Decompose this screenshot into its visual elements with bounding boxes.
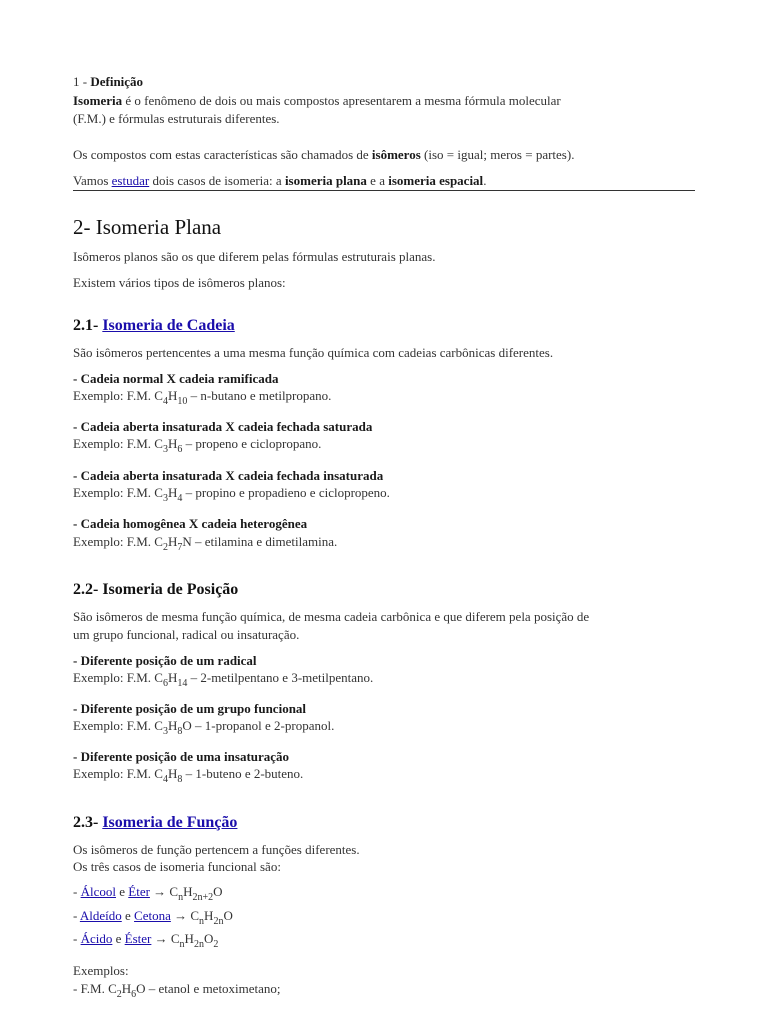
section-2-3-p2: Os três casos de isomeria funcional são: [73,859,281,874]
formula-sub: 10 [177,396,188,407]
formula-sub: 2 [116,989,122,1000]
formula-h: H [167,388,178,403]
conjunction: e [115,884,129,899]
formula-sub: 2n [193,939,204,950]
cases-text-f: . [483,173,487,188]
section-2-3-title [73,813,237,833]
section-2-2-p1b: um grupo funcional, radical ou insaturação. [73,627,300,642]
formula-sub: 2 [213,939,219,950]
formula-h: H [167,436,178,451]
example-tail: – propeno e ciclopropano. [182,436,322,451]
formula-h: H [204,908,214,923]
definition-heading [73,73,143,90]
cadeia-item-1-heading: - Cadeia normal X cadeia ramificada [73,371,279,386]
formula-h: H [184,931,194,946]
examples-label: Exemplos: [73,963,129,978]
posicao-item-3-example [73,765,304,785]
formula-sub: 6 [177,444,183,455]
example-tail: – 1-buteno e 2-buteno. [182,766,304,781]
estudar-link[interactable]: estudar [111,173,150,188]
formula-h: H [183,884,193,899]
section-2-3-number: 2.3- [73,814,103,831]
section-2-1-title [73,316,235,336]
cases-text-a: Vamos [73,173,112,188]
formula-sub: 4 [162,774,168,785]
definition-title: Definição [90,74,144,89]
formula-c: C [154,534,163,549]
formula-o: O [203,931,214,946]
list-dash: - [73,884,81,899]
formula-sub: 6 [131,989,137,1000]
formula-h: H [121,981,132,996]
example-tail: O – 1-propanol e 2-propanol. [182,718,335,733]
funcao-case-3 [73,930,219,950]
posicao-item-1-heading: - Diferente posição de um radical [73,653,257,668]
example-prefix: Exemplo: F.M. [73,534,155,549]
formula-sub: 8 [177,774,183,785]
isomers-paragraph [73,146,574,163]
list-dash: - [73,931,81,946]
section-2-p2: Existem vários tipos de isômeros planos: [73,275,286,290]
formula-sub: 4 [162,396,168,407]
posicao-item-2-heading: - Diferente posição de um grupo funcional [73,701,307,716]
section-2-2-p1a: São isômeros de mesma função química, de mesma cadeia carbônica e que diferem pela posição de [73,609,590,624]
section-2-2-title: 2.2- Isomeria de Posição [73,581,239,598]
formula-c: C [154,436,163,451]
isomeria-espacial-term: isomeria espacial [388,173,484,188]
section-2-3-p1: Os isômeros de função pertencem a funções diferentes. [73,842,360,857]
example-prefix: Exemplo: F.M. [73,718,155,733]
posicao-item-2-example [73,717,335,737]
cases-text-d: e a [366,173,389,188]
formula-c: C [154,388,163,403]
funcao-case-1 [73,883,223,903]
example-prefix: Exemplo: F.M. [73,485,155,500]
posicao-item-3-heading: - Diferente posição de uma insaturação [73,749,290,764]
posicao-item-1-example [73,669,374,689]
formula-c: C [154,766,163,781]
horizontal-divider [73,190,695,191]
isomeria-de-cadeia-link[interactable]: Isomeria de Cadeia [102,317,235,334]
eter-link[interactable]: Éter [128,884,150,899]
formula-sub: 8 [177,726,183,737]
funcao-case-2 [73,907,233,927]
cadeia-item-3-heading: - Cadeia aberta insaturada X cadeia fechada insaturada [73,468,384,483]
example-tail: – n-butano e metilpropano. [187,388,332,403]
formula-c: C [154,670,163,685]
formula-sub: 2n+2 [192,892,214,903]
arrow-formula-c: → C [170,908,200,923]
conjunction: e [121,908,135,923]
example-tail: N – etilamina e dimetilamina. [182,534,338,549]
cadeia-item-4-heading: - Cadeia homogênea X cadeia heterogênea [73,516,308,531]
isomeros-term: isômeros [371,147,421,162]
formula-h: H [167,534,178,549]
cadeia-item-3-example [73,484,390,504]
formula-sub: 3 [162,444,168,455]
ester-link[interactable]: Éster [124,931,152,946]
cadeia-item-4-example [73,533,338,553]
formula-h: H [167,718,178,733]
formula-sub: 3 [162,726,168,737]
formula-o: O [213,884,223,899]
list-dash: - [73,908,80,923]
formula-sub: 14 [177,678,188,689]
cadeia-item-1-example [73,387,332,407]
example-tail: O – etanol e metoximetano; [136,981,281,996]
section-2-1-p1: São isômeros pertencentes a uma mesma função química com cadeias carbônicas diferentes. [73,345,554,360]
formula-sub: 2 [162,542,168,553]
section-2-1-number: 2.1- [73,317,103,334]
example-tail: – propino e propadieno e ciclopropeno. [182,485,390,500]
formula-o: O [223,908,233,923]
formula-sub: 3 [162,493,168,504]
formula-sub: n [179,939,185,950]
example-prefix: Exemplo: F.M. [73,388,155,403]
example-tail: – 2-metilpentano e 3-metilpentano. [187,670,374,685]
cadeia-item-2-example [73,435,322,455]
isomeria-term: Isomeria [73,93,123,108]
alcool-link[interactable]: Álcool [80,884,116,899]
conjunction: e [112,931,125,946]
formula-sub: 7 [177,542,183,553]
formula-sub: n [178,892,184,903]
formula-sub: 6 [162,678,168,689]
isomers-text-a: Os compostos com estas características são chamados de [73,147,372,162]
example-prefix: Exemplo: F.M. [73,766,155,781]
cases-paragraph [73,172,486,189]
formula-sub: 4 [177,493,183,504]
example-prefix: Exemplo: F.M. [73,436,155,451]
formula-c: C [154,485,163,500]
definition-number: 1 - [73,74,91,89]
section-2-p1: Isômeros planos são os que diferem pelas fórmulas estruturais planas. [73,249,436,264]
definition-text: é o fenômeno de dois ou mais compostos apresentarem a mesma fórmula molecular [122,93,561,108]
isomers-text-c: (iso = igual; meros = partes). [420,147,575,162]
formula-h: H [167,485,178,500]
section-2-title: 2- Isomeria Plana [73,215,222,239]
formula-c: C [154,718,163,733]
definition-line-1 [73,92,561,109]
formula-h: H [167,766,178,781]
formula-sub: n [199,916,205,927]
formula-h: H [167,670,178,685]
funcao-example-1 [73,980,281,1000]
definition-line-2: (F.M.) e fórmulas estruturais diferentes. [73,111,280,126]
cadeia-item-2-heading: - Cadeia aberta insaturada X cadeia fechada saturada [73,419,373,434]
arrow-formula-c: → C [151,931,180,946]
formula-sub: 2n [213,916,224,927]
isomeria-plana-term: isomeria plana [284,173,367,188]
isomeria-de-funcao-link[interactable]: Isomeria de Função [102,814,238,831]
cetona-link[interactable]: Cetona [134,908,171,923]
example-prefix: - F.M. C [73,981,117,996]
example-prefix: Exemplo: F.M. [73,670,155,685]
arrow-formula-c: → C [149,884,179,899]
acido-link[interactable]: Ácido [80,931,113,946]
cases-text-b: dois casos de isomeria: a [149,173,285,188]
aldeido-link[interactable]: Aldeído [79,908,122,923]
